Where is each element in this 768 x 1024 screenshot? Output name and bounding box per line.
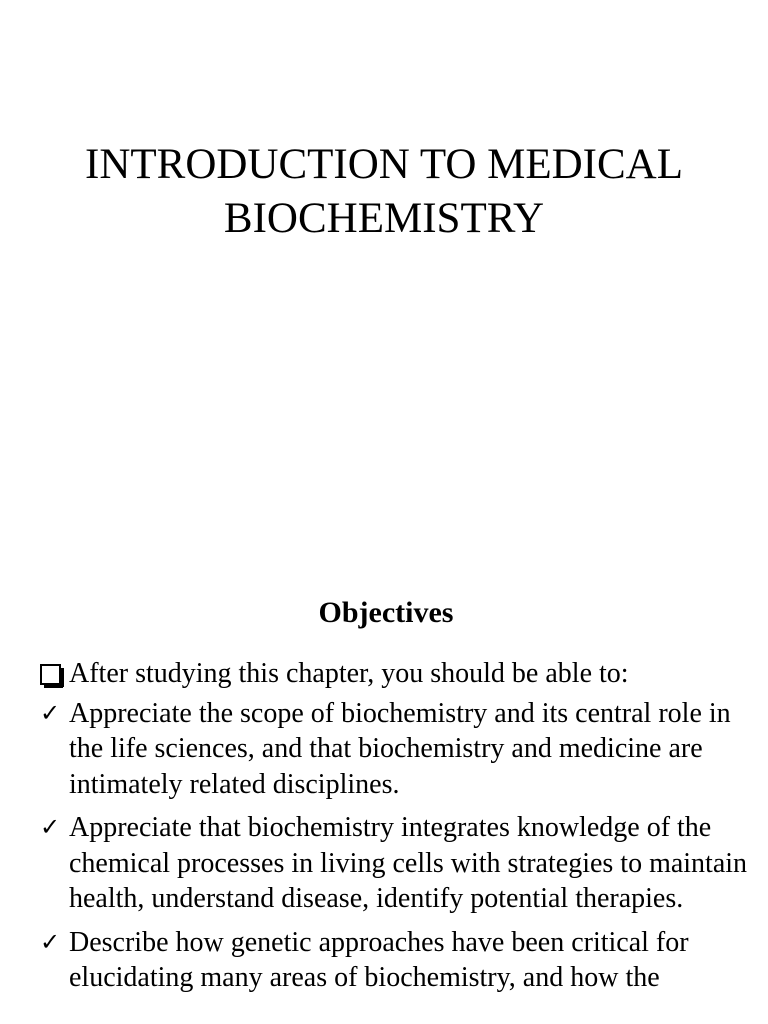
checkmark-icon: ✓ — [40, 927, 61, 956]
objectives-intro-text: After studying this chapter, you should be able to: — [69, 658, 629, 689]
objective-item — [40, 696, 760, 803]
objectives-heading: Objectives — [318, 596, 454, 629]
checkmark-icon: ✓ — [40, 813, 61, 841]
objectives-intro — [40, 656, 760, 692]
objective-text: Describe how genetic approaches have been critical for elucidating many areas of biochemistry, and how the — [69, 926, 689, 993]
objective-text: Appreciate the scope of biochemistry and its central role in the life sciences, and that biochemistry and medicine are intimately related disciplines. — [69, 697, 731, 800]
slide-title-line-2: BIOCHEMISTRY — [223, 195, 545, 242]
objective-text: Appreciate that biochemistry integrates knowledge of the chemical processes in living cells with strategies to maintain health, understand disease, identify potential therapies. — [69, 812, 748, 914]
objective-item — [40, 925, 760, 996]
objective-item — [40, 810, 760, 917]
objectives-list — [40, 656, 760, 1004]
checkmark-icon: ✓ — [40, 698, 61, 727]
slide-title — [0, 138, 768, 246]
checkbox-icon — [40, 656, 66, 695]
slide-title-line-1: INTRODUCTION TO MEDICAL — [85, 141, 683, 188]
